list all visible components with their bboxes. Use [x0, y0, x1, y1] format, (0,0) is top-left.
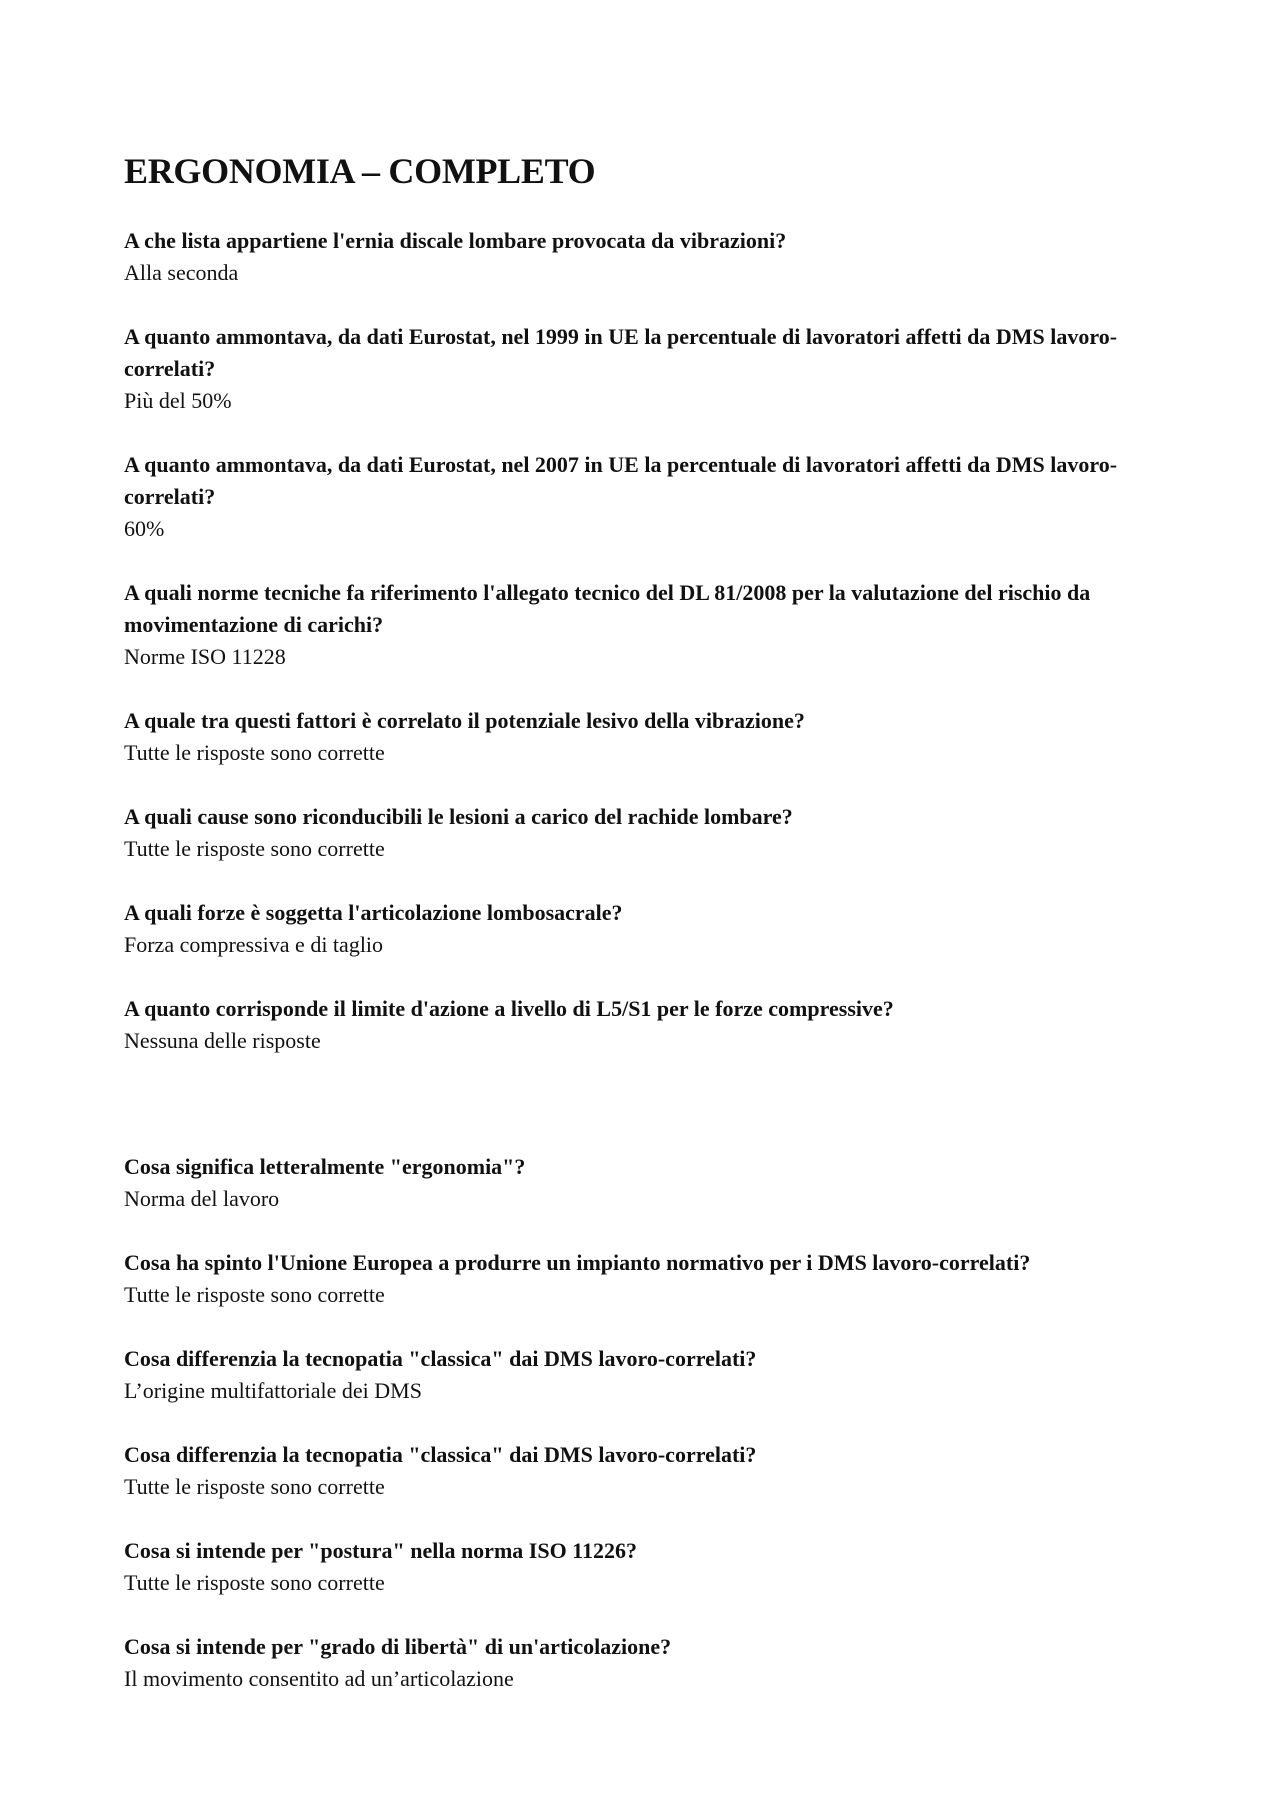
answer-text: Tutte le risposte sono corrette: [124, 836, 385, 862]
question-text: Cosa si intende per "postura" nella norma ISO 11226?: [124, 1538, 637, 1564]
page-title: ERGONOMIA – COMPLETO: [124, 151, 596, 191]
question-text: Cosa si intende per "grado di libertà" di un'articolazione?: [124, 1634, 672, 1660]
answer-text: Più del 50%: [124, 388, 232, 414]
qa-section-1: [124, 225, 1204, 1057]
question-text: A quanto corrisponde il limite d'azione a livello di L5/S1 per le forze compressive?: [124, 996, 894, 1022]
question-text: A quanto ammontava, da dati Eurostat, nel 1999 in UE la percentuale di lavoratori affetti da DMS lavoro-correlati?: [124, 324, 1118, 382]
document-page: [124, 150, 1204, 1727]
qa-item: [124, 449, 1204, 545]
question-text: A quanto ammontava, da dati Eurostat, nel 2007 in UE la percentuale di lavoratori affetti da DMS lavoro-correlati?: [124, 452, 1118, 510]
answer-text: Tutte le risposte sono corrette: [124, 740, 385, 766]
question-text: Cosa ha spinto l'Unione Europea a produrre un impianto normativo per i DMS lavoro-correlati?: [124, 1250, 1031, 1276]
question-text: Cosa differenzia la tecnopatia "classica" dai DMS lavoro-correlati?: [124, 1442, 757, 1468]
qa-section-2: [124, 1151, 1204, 1695]
question-text: A quali cause sono riconducibili le lesioni a carico del rachide lombare?: [124, 804, 793, 830]
answer-text: 60%: [124, 516, 165, 542]
answer-text: Tutte le risposte sono corrette: [124, 1570, 385, 1596]
question-text: A quali norme tecniche fa riferimento l'allegato tecnico del DL 81/2008 per la valutazione del rischio da movimentazione di carichi?: [124, 580, 1091, 638]
qa-item: [124, 321, 1204, 417]
answer-text: L’origine multifattoriale dei DMS: [124, 1378, 422, 1404]
answer-text: Nessuna delle risposte: [124, 1028, 321, 1054]
qa-item: [124, 1535, 1204, 1599]
question-text: Cosa significa letteralmente "ergonomia"?: [124, 1154, 526, 1180]
answer-text: Tutte le risposte sono corrette: [124, 1474, 385, 1500]
qa-item: [124, 705, 1204, 769]
qa-item: [124, 801, 1204, 865]
question-text: A quale tra questi fattori è correlato il potenziale lesivo della vibrazione?: [124, 708, 805, 734]
qa-item: [124, 577, 1204, 673]
qa-item: [124, 1247, 1204, 1311]
qa-item: [124, 1151, 1204, 1215]
question-text: A quali forze è soggetta l'articolazione lombosacrale?: [124, 900, 623, 926]
answer-text: Forza compressiva e di taglio: [124, 932, 384, 958]
answer-text: Alla seconda: [124, 260, 239, 286]
question-text: Cosa differenzia la tecnopatia "classica" dai DMS lavoro-correlati?: [124, 1346, 757, 1372]
qa-item: [124, 225, 1204, 289]
answer-text: Tutte le risposte sono corrette: [124, 1282, 385, 1308]
qa-item: [124, 1343, 1204, 1407]
qa-item: [124, 1439, 1204, 1503]
answer-text: Il movimento consentito ad un’articolazione: [124, 1666, 514, 1692]
qa-item: [124, 897, 1204, 961]
qa-item: [124, 993, 1204, 1057]
answer-text: Norma del lavoro: [124, 1186, 280, 1212]
qa-item: [124, 1631, 1204, 1695]
answer-text: Norme ISO 11228: [124, 644, 286, 670]
question-text: A che lista appartiene l'ernia discale lombare provocata da vibrazioni?: [124, 228, 787, 254]
section-spacer: [124, 1089, 1204, 1151]
